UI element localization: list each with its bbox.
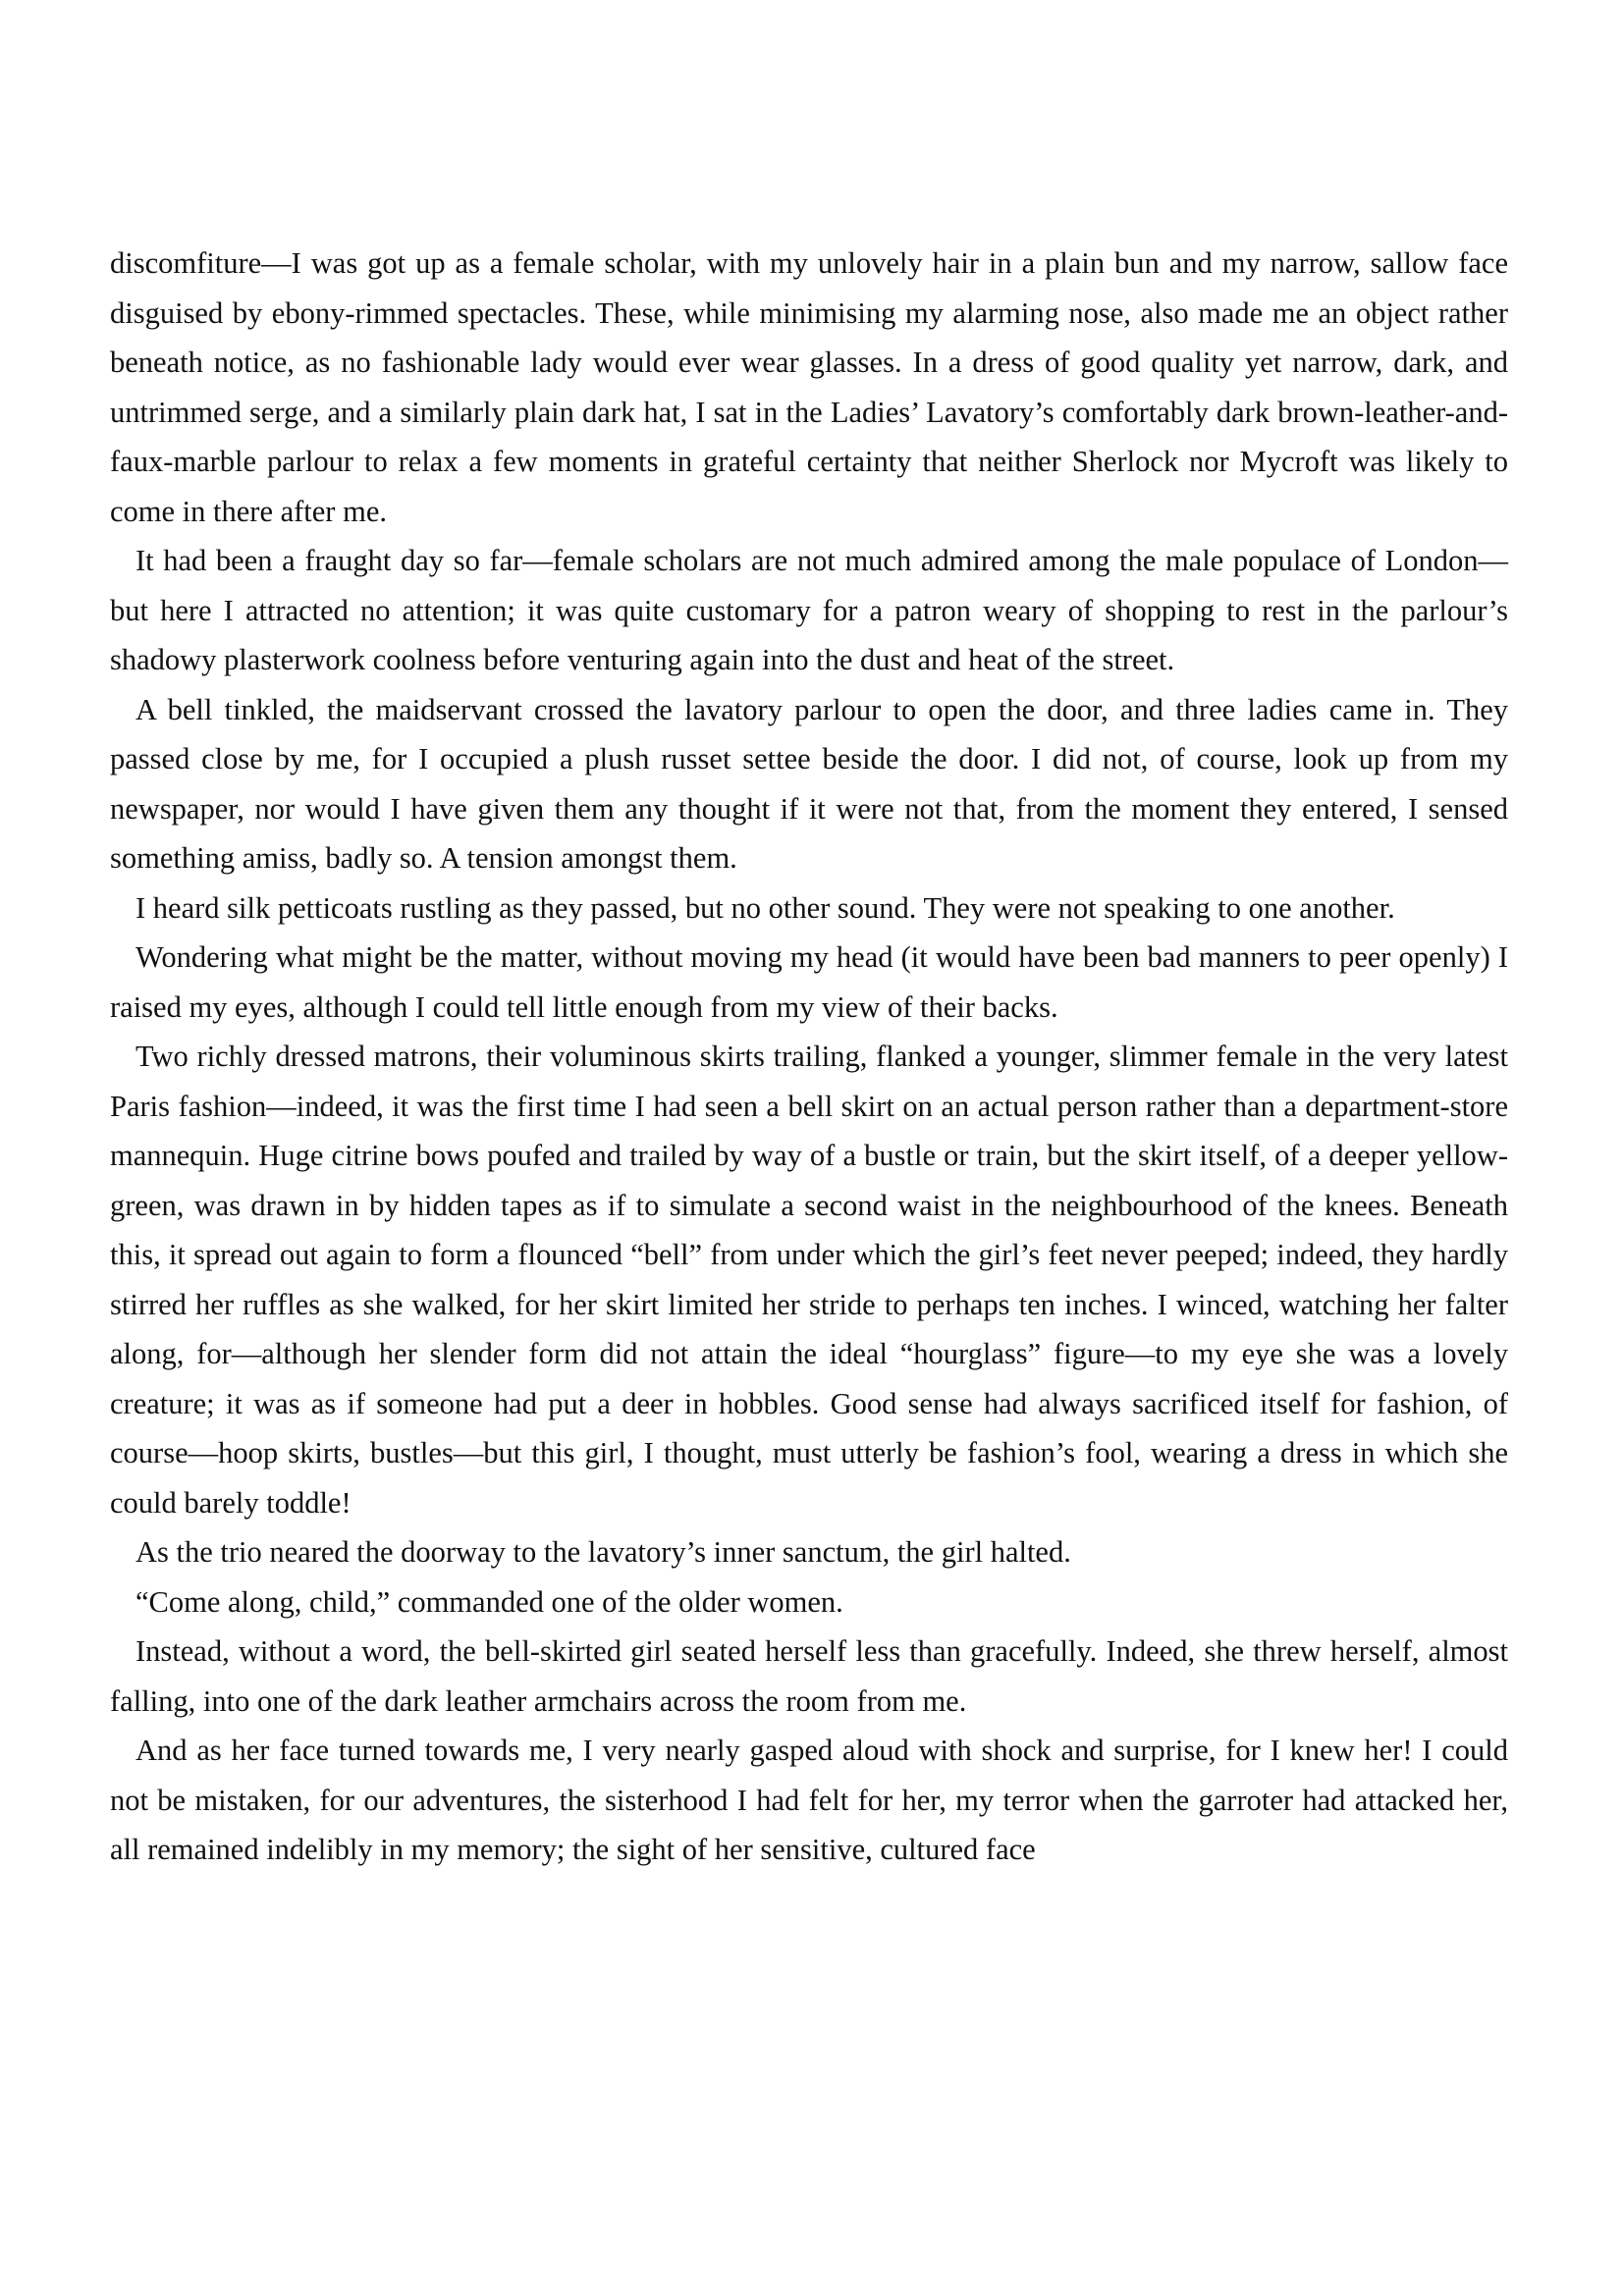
paragraph-1: discomfiture—I was got up as a female scholar, with my unlovely hair in a plain bun and my narrow, sallow face disguised by ebony-rimmed spectacles. These, while minimising my alarming nose, also made me an object rather beneath notice, as no fashionable lady would ever wear glasses. In a dress of good quality yet narrow, dark, and untrimmed serge, and a similarly plain dark hat, I sat in the Ladies’ Lavatory’s comfortably dark brown-leather-and-faux-marble parlour to relax a few moments in grateful certainty that neither Sherlock nor Mycroft was likely to come in there after me. <box>110 246 1508 528</box>
paragraph-5: Wondering what might be the matter, without moving my head (it would have been bad manners to peer openly) I raised my eyes, although I could tell little enough from my view of their backs. <box>110 940 1508 1024</box>
page-body <box>110 239 1508 1875</box>
paragraph-9: Instead, without a word, the bell-skirted girl seated herself less than gracefully. Indeed, she threw herself, almost falling, into one of the dark leather armchairs across the room from me. <box>110 1634 1508 1718</box>
paragraph-4: I heard silk petticoats rustling as they passed, but no other sound. They were not speaking to one another. <box>135 890 1395 925</box>
paragraph-6: Two richly dressed matrons, their voluminous skirts trailing, flanked a younger, slimmer female in the very latest Paris fashion—indeed, it was the first time I had seen a bell skirt on an actual person rather than a department-store mannequin. Huge citrine bows poufed and trailed by way of a bustle or train, but the skirt itself, of a deeper yellow-green, was drawn in by hidden tapes as if to simulate a second waist in the neighbourhood of the knees. Beneath this, it spread out again to form a flounced “bell” from under which the girl’s feet never peeped; indeed, they hardly stirred her ruffles as she walked, for her skirt limited her stride to perhaps ten inches. I winced, watching her falter along, for—although her slender form did not attain the ideal “hourglass” figure—to my eye she was a lovely creature; it was as if someone had put a deer in hobbles. Good sense had always sacrificed itself for fashion, of course—hoop skirts, bustles—but this girl, I thought, must utterly be fashion’s fool, wearing a dress in which she could barely toddle! <box>110 1040 1508 1520</box>
paragraph-8: “Come along, child,” commanded one of the older women. <box>135 1584 843 1619</box>
paragraph-10: And as her face turned towards me, I very nearly gasped aloud with shock and surprise, for I knew her! I could not be mistaken, for our adventures, the sisterhood I had felt for her, my terror when the garroter had attacked her, all remained indelibly in my memory; the sight of her sensitive, cultured face <box>110 1734 1508 1866</box>
paragraph-7: As the trio neared the doorway to the lavatory’s inner sanctum, the girl halted. <box>135 1535 1071 1569</box>
paragraph-3: A bell tinkled, the maidservant crossed the lavatory parlour to open the door, and three ladies came in. They passed close by me, for I occupied a plush russet settee beside the door. I did not, of course, look up from my newspaper, nor would I have given them any thought if it were not that, from the moment they entered, I sensed something amiss, badly so. A tension amongst them. <box>110 692 1508 875</box>
paragraph-2: It had been a fraught day so far—female scholars are not much admired among the male populace of London—but here I attracted no attention; it was quite customary for a patron weary of shopping to rest in the parlour’s shadowy plasterwork coolness before venturing again into the dust and heat of the street. <box>110 544 1508 676</box>
